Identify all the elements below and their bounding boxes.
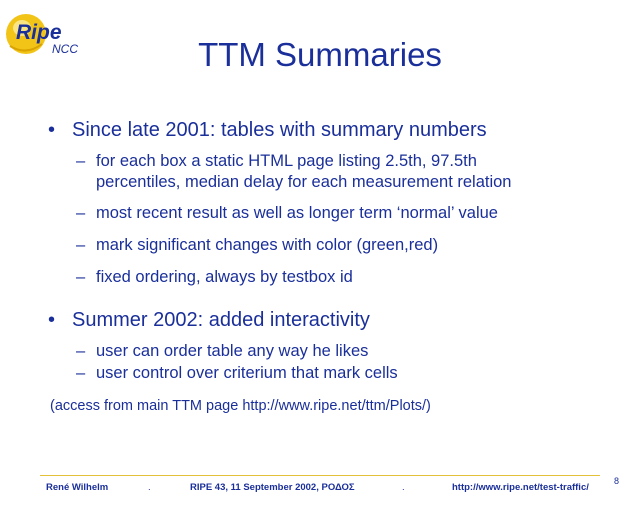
logo-word-ncc: NCC — [52, 42, 78, 56]
slide-title: TTM Summaries — [198, 36, 442, 73]
bullet-dot-icon: • — [48, 309, 56, 331]
footer-url: http://www.ripe.net/test-traffic/ — [452, 482, 589, 493]
dash-icon: – — [76, 152, 86, 170]
sub-bullet-item — [48, 341, 628, 362]
sub-bullet-text: user can order table any way he likes — [96, 342, 369, 360]
logo-word-ripe: Ripe — [16, 21, 62, 44]
dash-icon: – — [76, 268, 86, 286]
bullet-dot-icon: • — [48, 119, 56, 141]
sub-bullet-item — [48, 151, 628, 172]
sub-bullet-item — [48, 203, 628, 224]
footer-author: René Wilhelm — [46, 482, 109, 493]
bullet-item — [48, 308, 628, 332]
dash-icon: – — [76, 236, 86, 254]
sub-bullet-text: for each box a static HTML page listing 2.5th, 97.5th — [96, 152, 477, 170]
sub-bullet-item — [48, 267, 628, 288]
bullet-text: Summer 2002: added interactivity — [72, 309, 370, 331]
sub-bullet-text: mark significant changes with color (green,red) — [96, 236, 439, 254]
dash-icon: – — [76, 204, 86, 222]
bullet-text: Since late 2001: tables with summary numbers — [72, 119, 487, 141]
page-number: 8 — [614, 476, 620, 486]
access-note: (access from main TTM page http://www.ripe.net/ttm/Plots/) — [50, 398, 431, 414]
sub-bullet-text: user control over criterium that mark cells — [96, 364, 398, 382]
sub-bullet-item — [48, 363, 628, 384]
footer-rule — [40, 475, 600, 476]
dash-icon: – — [76, 364, 86, 382]
sub-bullet-item — [48, 235, 628, 256]
sub-bullet-text: fixed ordering, always by testbox id — [96, 268, 353, 286]
dash-icon: – — [76, 342, 86, 360]
footer-separator: . — [402, 482, 405, 493]
sub-bullet-text: most recent result as well as longer term ‘normal’ value — [96, 204, 498, 222]
sub-bullet-text: percentiles, median delay for each measurement relation — [96, 173, 512, 191]
sub-bullet-continuation — [48, 172, 628, 193]
footer-separator: . — [148, 482, 151, 493]
slide-content — [48, 118, 628, 416]
bullet-item — [48, 118, 628, 142]
footer-event: RIPE 43, 11 September 2002, ΡΟΔΟΣ — [190, 482, 355, 493]
